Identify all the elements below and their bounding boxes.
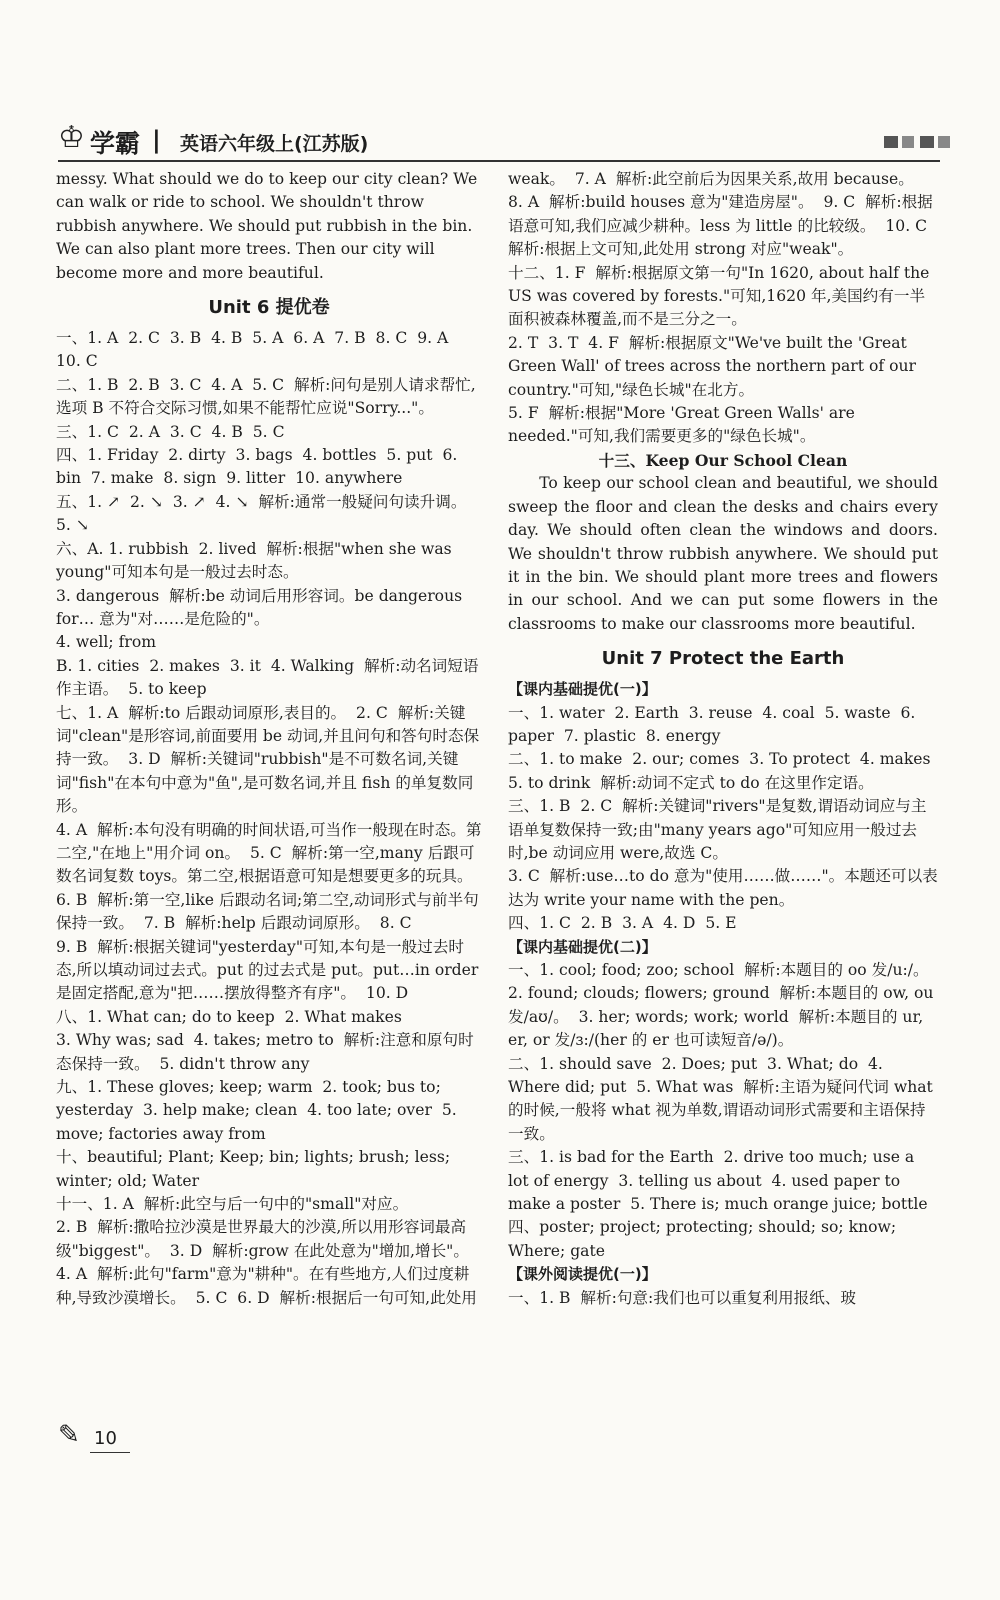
header-rule <box>58 160 940 162</box>
answer-line: 二、1. B 2. B 3. C 4. A 5. C 解析:问句是别人请求帮忙,选项 B 不符合交际习惯,如果不能帮忙应说"Sorry..."。 <box>56 375 476 418</box>
answer-line: 四、poster; project; protecting; should; so; know; Where; gate <box>508 1218 902 1260</box>
answer-line: 3. Why was; sad 4. takes; metro to 解析:注意和原句时态保持一致。 5. didn't throw any <box>56 1031 474 1073</box>
book-title: 英语六年级上(江苏版) <box>180 133 369 155</box>
graduation-cap-icon: ♔ <box>58 120 85 155</box>
answer-line: 3. C 解析:use…to do 意为"使用……做……"。本题还可以表达为 write your name with the pen。 <box>508 867 938 909</box>
answer-line: 二、1. should save 2. Does; put 3. What; do 4. Where did; put 5. What was 解析:主语为疑问代词 what 的时候,一般将 what 视为单数,谓语动词形式需要和主语保持一致。 <box>508 1054 938 1143</box>
page-number: 10 <box>94 1428 117 1449</box>
answer-line: 一、1. B 解析:句意:我们也可以重复利用报纸、玻 <box>508 1288 856 1307</box>
paragraph: messy. What should we do to keep our city clean? We can walk or ride to school. We shouldn't throw rubbish anywhere. We should put rubbish in the bin. We can also plant more trees. Then our city will become more and more beautiful. <box>56 170 483 282</box>
essay-paragraph: To keep our school clean and beautiful, we should sweep the floor and clean the desks and chairs every day. We should often clean the windows and doors. We shouldn't throw rubbish anywhere. We should put it in the bin. We should plant more trees and flowers in our school. And we can put some flowers in the classrooms to make our classrooms more beautiful. <box>508 474 943 633</box>
answer-line: 3. dangerous 解析:be 动词后用形容词。be dangerous for… 意为"对……是危险的"。 <box>56 586 468 628</box>
answer-line: 二、1. to make 2. our; comes 3. To protect 4. makes 5. to drink 解析:动词不定式 to do 在这里作定语。 <box>508 750 941 792</box>
answer-line: 9. B 解析:根据关键词"yesterday"可知,本句是一般过去时态,所以填动词过去式。put 的过去式是 put。put…in order 是固定搭配,意为"把……摆放得整齐有序"。 10. D <box>56 937 484 1003</box>
brand-name: 学霸 <box>90 129 141 158</box>
section-title: Unit 6 提优卷 <box>208 297 330 319</box>
answer-line: 4. A 解析:本句没有明确的时间状语,可当作一般现在时态。第二空,"在地上"用介词 on。 5. C 解析:第一空,many 后跟可数名词复数 toys。第二空,根据语意可知是想要更多的玩具。 6. B 解析:第一空,like 后跟动名词;第二空,动词形式与前半句保持一致。 7. B 解析:help 后跟动词原形。 8. C <box>56 820 483 933</box>
answer-line: 三、1. is bad for the Earth 2. drive too much; use a lot of energy 3. telling us about 4. used paper to make a poster 5. There is; much orange juice; bottle <box>508 1148 928 1214</box>
page-header <box>58 120 958 158</box>
answer-line: 十二、1. F 解析:根据原文第一句"In 1620, about half the US was covered by forests."可知,1620 年,美国约有一半面积被森林覆盖,而不是三分之一。 <box>508 263 935 329</box>
answer-line: 八、1. What can; do to keep 2. What makes <box>56 1007 402 1026</box>
answer-line: 六、A. 1. rubbish 2. lived 解析:根据"when she was young"可知本句是一般过去时态。 <box>56 539 457 582</box>
answer-line: 十一、1. A 解析:此空与后一句中的"small"对应。 <box>56 1195 409 1214</box>
answer-line: 十、beautiful; Plant; Keep; bin; lights; brush; less; winter; old; Water <box>56 1148 456 1190</box>
left-column <box>56 168 482 1310</box>
header-divider: | <box>152 126 161 154</box>
answer-line: 三、1. B 2. C 解析:关键词"rivers"是复数,谓语动词应与主语单复数保持一致;由"many years ago"可知应用一般过去时,be 动词应用 were,故选 C。 <box>508 797 927 862</box>
answer-line: 三、1. C 2. A 3. C 4. B 5. C <box>56 422 285 441</box>
header-decoration <box>884 136 954 148</box>
unit-title: Unit 7 Protect the Earth <box>601 648 845 670</box>
essay-title: 十三、Keep Our School Clean <box>598 450 848 470</box>
answer-line: 一、1. water 2. Earth 3. reuse 4. coal 5. waste 6. paper 7. plastic 8. energy <box>508 703 921 745</box>
answer-line: 一、1. cool; food; zoo; school 解析:本题目的 oo 发/u:/。 2. found; clouds; flowers; ground 解析:本题目的 ow, ou 发/aʊ/。 3. her; words; work; world 解析:本题目的 ur, er, or 发/ɜ:/(her 的 er 也可读短音/ə/)。 <box>508 961 939 1050</box>
answer-line: 九、1. These gloves; keep; warm 2. took; bus to; yesterday 3. help make; clean 4. too late; over 5. move; factories away from <box>56 1078 462 1143</box>
page-number-rule <box>90 1452 130 1453</box>
answer-line: B. 1. cities 2. makes 3. it 4. Walking 解析:动名词短语作主语。 5. to keep <box>56 656 479 699</box>
answer-line: 四、1. C 2. B 3. A 4. D 5. E <box>508 914 737 933</box>
answer-line: 七、1. A 解析:to 后跟动词原形,表目的。 2. C 解析:关键词"clean"是形容词,前面要用 be 动词,并且问句和答句时态保持一致。 3. D 解析:关键词"rubbish"是不可数名词,关键词"fish"在本句中意为"鱼",是可数名词,并且 fish 的单复数同形。 <box>56 703 480 816</box>
answer-line: 五、1. ↗ 2. ↘ 3. ↗ 4. ↘ 解析:通常一般疑问句读升调。 5. ↘ <box>56 492 477 535</box>
answer-line: weak。 7. A 解析:此空前后为因果关系,故用 because。 8. A 解析:build houses 意为"建造房屋"。 9. C 解析:根据语意可知,我们应减少耕种。less 为 little 的比较级。 10. C 解析:根据上文可知,此处用 strong 对应"weak"。 <box>508 170 937 259</box>
answer-line: 2. B 解析:撒哈拉沙漠是世界最大的沙漠,所以用形容词最高级"biggest"。 3. D 解析:grow 在此处意为"增加,增长"。 4. A 解析:此句"farm"意为"耕种"。在有些地方,人们过度耕种,导致沙漠增长。 5. C 6. D 解析:根据后一句可知,此处用 <box>56 1218 479 1307</box>
answer-line: 一、1. A 2. C 3. B 4. B 5. A 6. A 7. B 8. C 9. A 10. C <box>56 329 459 371</box>
subsection-title: 【课内基础提优(一)】 <box>508 680 657 699</box>
right-column <box>508 168 943 1310</box>
subsection-title: 【课内基础提优(二)】 <box>508 937 657 956</box>
subsection-title: 【课外阅读提优(一)】 <box>508 1265 657 1284</box>
answer-line: 四、1. Friday 2. dirty 3. bags 4. bottles 5. put 6. bin 7. make 8. sign 9. litter 10. anywhere <box>56 446 463 488</box>
answer-line: 2. T 3. T 4. F 解析:根据原文"We've built the 'Great Green Wall' of trees across the northern part of our country."可知,"绿色长城"在北方。 <box>508 333 921 399</box>
answer-line: 4. well; from <box>56 633 156 652</box>
answer-line: 5. F 解析:根据"More 'Great Green Walls' are needed."可知,我们需要更多的"绿色长城"。 <box>508 404 860 446</box>
pencil-icon: ✎ <box>58 1420 80 1450</box>
